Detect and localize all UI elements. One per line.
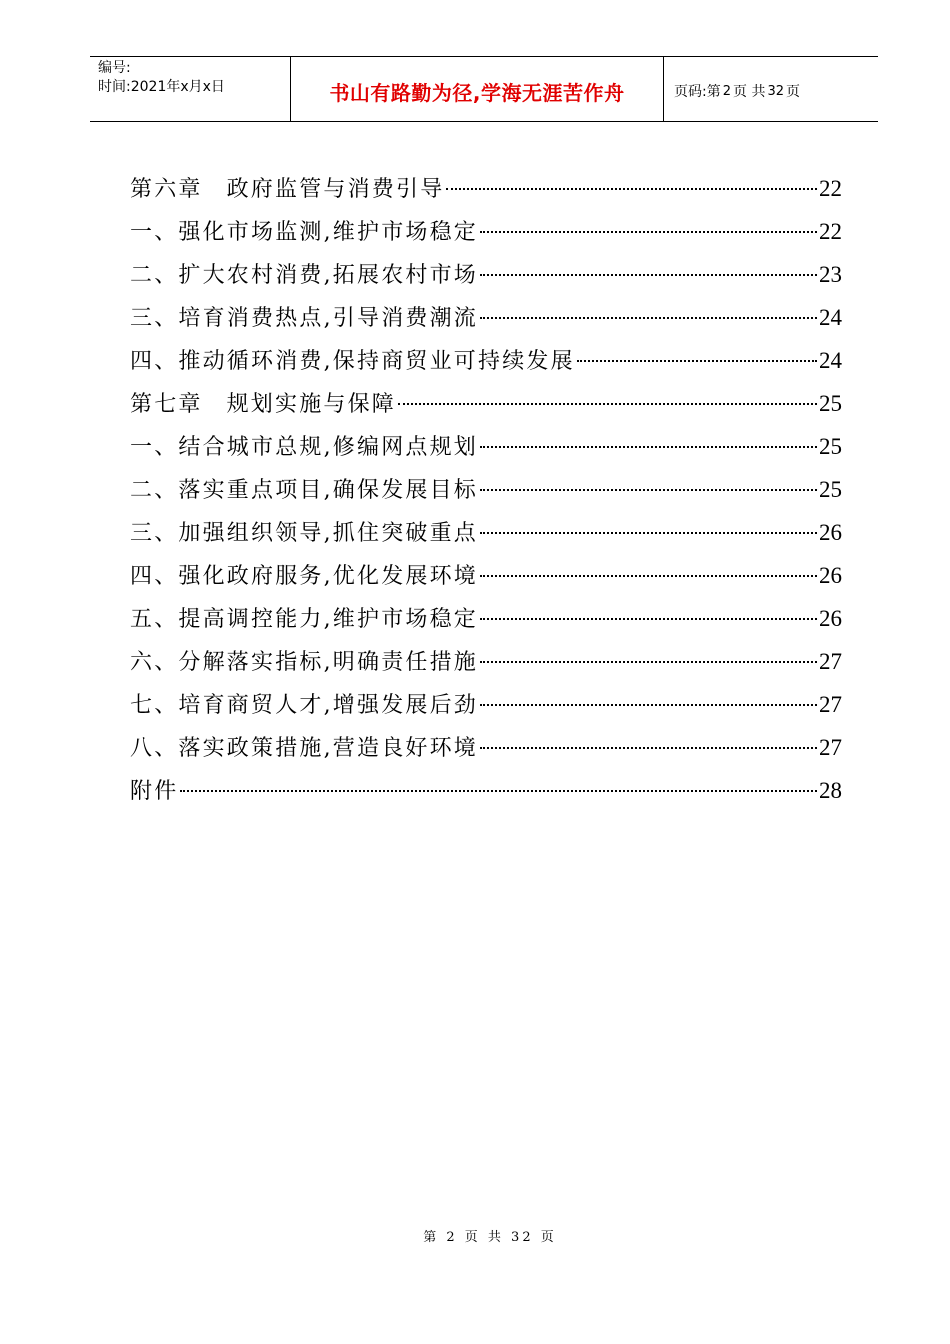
toc-chapter-number: 第七章 <box>130 392 203 417</box>
toc-title-text: 政府监管与消费引导 <box>226 177 445 202</box>
toc-leader-dots <box>398 403 817 405</box>
toc-title-text: 四、推动循环消费,保持商贸业可持续发展 <box>130 349 575 374</box>
page-header <box>90 56 878 122</box>
toc-leader-dots <box>480 446 817 448</box>
toc-page-number: 26 <box>819 520 842 545</box>
toc-entry[interactable] <box>130 301 842 344</box>
toc-title-text: 七、培育商贸人才,增强发展后劲 <box>130 693 478 718</box>
toc-entry[interactable] <box>130 172 842 215</box>
toc-leader-dots <box>180 790 817 792</box>
toc-leader-dots <box>480 317 817 319</box>
toc-page-number: 25 <box>819 434 842 459</box>
toc-leader-dots <box>480 274 817 276</box>
toc-entry-title <box>130 602 478 633</box>
toc-entry[interactable] <box>130 473 842 516</box>
header-page-info <box>664 57 878 121</box>
toc-title-text: 一、结合城市总规,修编网点规划 <box>130 435 478 460</box>
toc-page-number: 26 <box>819 563 842 588</box>
toc-entry[interactable] <box>130 559 842 602</box>
toc-title-text: 八、落实政策措施,营造良好环境 <box>130 736 478 761</box>
toc-entry[interactable] <box>130 258 842 301</box>
toc-title-text: 六、分解落实指标,明确责任措施 <box>130 650 478 675</box>
toc-entry-title <box>130 645 478 676</box>
table-of-contents <box>130 172 842 817</box>
page-total: 32 <box>767 83 784 99</box>
toc-leader-dots <box>577 360 817 362</box>
toc-leader-dots <box>480 661 817 663</box>
toc-entry-title <box>130 258 478 289</box>
toc-page-number: 27 <box>819 649 842 674</box>
toc-leader-dots <box>480 618 817 620</box>
toc-entry-title <box>130 215 478 246</box>
toc-entry-title <box>130 387 396 418</box>
time-label: 时间:2021年x月x日 <box>98 79 225 95</box>
toc-entry[interactable] <box>130 430 842 473</box>
toc-entry-title <box>130 774 178 805</box>
toc-entry-title <box>130 559 478 590</box>
toc-chapter-number: 第六章 <box>130 177 203 202</box>
toc-entry-title <box>130 473 478 504</box>
header-motto: 书山有路勤为径,学海无涯苦作舟 <box>291 57 664 121</box>
toc-entry-title <box>130 731 478 762</box>
toc-title-text: 三、培育消费热点,引导消费潮流 <box>130 306 478 331</box>
toc-leader-dots <box>480 532 817 534</box>
toc-page-number: 22 <box>819 176 842 201</box>
header-meta <box>90 57 291 121</box>
toc-title-text: 规划实施与保障 <box>226 392 397 417</box>
toc-page-number: 24 <box>819 348 842 373</box>
toc-title-text: 五、提高调控能力,维护市场稳定 <box>130 607 478 632</box>
page-label: 页码:第 <box>674 84 721 100</box>
toc-page-number: 25 <box>819 477 842 502</box>
toc-page-number: 27 <box>819 692 842 717</box>
toc-title-text: 四、强化政府服务,优化发展环境 <box>130 564 478 589</box>
toc-page-number: 24 <box>819 305 842 330</box>
toc-entry-title <box>130 344 575 375</box>
toc-entry-title <box>130 172 444 203</box>
toc-leader-dots <box>480 704 817 706</box>
toc-title-text: 三、加强组织领导,抓住突破重点 <box>130 521 478 546</box>
toc-title-text: 附件 <box>130 779 179 804</box>
toc-page-number: 25 <box>819 391 842 416</box>
toc-title-text: 二、扩大农村消费,拓展农村市场 <box>130 263 478 288</box>
toc-title-text: 一、强化市场监测,维护市场稳定 <box>130 220 478 245</box>
toc-leader-dots <box>480 231 817 233</box>
toc-entry-title <box>130 516 478 547</box>
toc-page-number: 26 <box>819 606 842 631</box>
doc-number-label: 编号: <box>98 60 131 76</box>
toc-entry[interactable] <box>130 774 842 817</box>
toc-entry[interactable] <box>130 344 842 387</box>
toc-page-number: 23 <box>819 262 842 287</box>
toc-entry[interactable] <box>130 602 842 645</box>
toc-entry[interactable] <box>130 645 842 688</box>
toc-page-number: 28 <box>819 778 842 803</box>
toc-leader-dots <box>480 575 817 577</box>
toc-entry[interactable] <box>130 731 842 774</box>
toc-page-number: 27 <box>819 735 842 760</box>
page-footer: 第 2 页 共 32 页 <box>423 1230 557 1245</box>
toc-title-text: 二、落实重点项目,确保发展目标 <box>130 478 478 503</box>
toc-entry[interactable] <box>130 688 842 731</box>
toc-leader-dots <box>480 489 817 491</box>
toc-entry-title <box>130 430 478 461</box>
toc-entry[interactable] <box>130 387 842 430</box>
toc-page-number: 22 <box>819 219 842 244</box>
page-end: 页 <box>786 84 800 100</box>
page-current: 2 <box>722 83 731 99</box>
toc-entry-title <box>130 688 478 719</box>
toc-leader-dots <box>480 747 817 749</box>
toc-entry[interactable] <box>130 215 842 258</box>
toc-entry[interactable] <box>130 516 842 559</box>
page-mid: 页 共 <box>733 84 766 100</box>
toc-leader-dots <box>446 188 817 190</box>
toc-entry-title <box>130 301 478 332</box>
